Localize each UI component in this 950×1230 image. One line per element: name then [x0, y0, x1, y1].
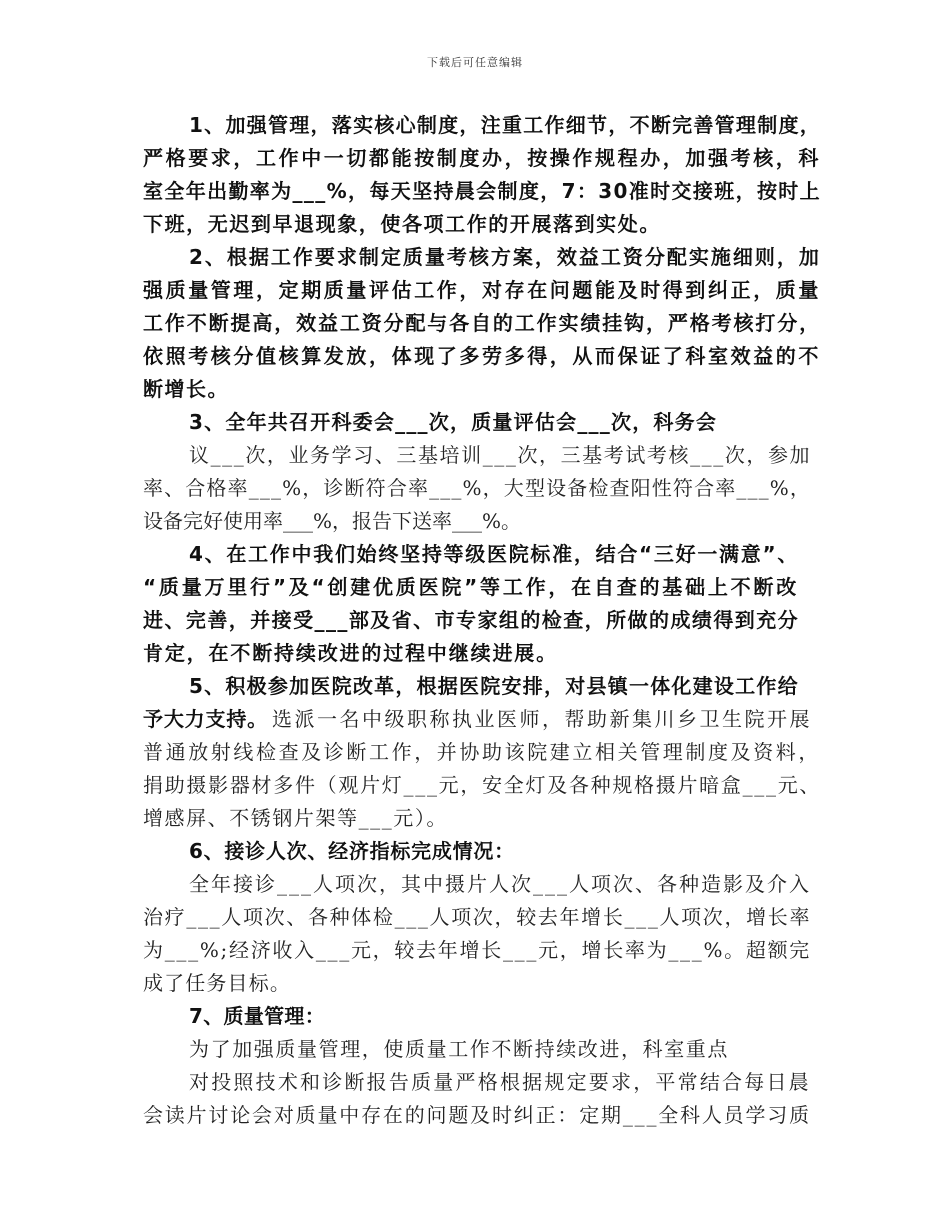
text-line: 为___%;经济收入___元，较去年增长___元，增长率为___%。超额完 [143, 938, 812, 962]
text-line: 对投照技术和诊断报告质量严格根据规定要求，平常结合每日晨 [189, 1070, 811, 1094]
text-line: 断增长。 [143, 377, 229, 401]
text-line: 设备完好使用率___%，报告下送率___%。 [143, 509, 522, 533]
text-line: 3、全年共召开科委会___次，质量评估会___次，科务会 [189, 410, 718, 434]
text-line: 依照考核分值核算发放，体现了多劳多得，从而保证了科室效益的不 [143, 344, 821, 368]
text-line: 全年接诊___人项次，其中摄片人次___人项次、各种造影及介入 [189, 872, 811, 896]
text-line: 室全年出勤率为___%，每天坚持晨会制度，7：30准时交接班，按时上 [143, 179, 822, 203]
text-line: “质量万里行”及“创建优质医院”等工作，在自查的基础上不断改 [143, 575, 799, 599]
text-line: 予大力支持。 [143, 707, 268, 731]
text-line: 进、完善，并接受___部及省、市专家组的检查，所做的成绩得到充分 [143, 608, 800, 632]
text-line: 肯定，在不断持续改进的过程中继续进展。 [143, 641, 558, 665]
text-line: 下班，无迟到早退现象，使各项工作的开展落到实处。 [143, 212, 661, 236]
text-line: 6、接诊人次、经济指标完成情况： [189, 839, 515, 863]
text-line: 4、在工作中我们始终坚持等级医院标准，结合“三好一满意”、 [189, 542, 800, 566]
text-line: 成了任务目标。 [143, 971, 291, 995]
text-line: 治疗___人项次、各种体检___人项次，较去年增长___人项次，增长率 [143, 905, 812, 929]
text-line: 严格要求，工作中一切都能按制度办，按操作规程办，加强考核，科 [143, 146, 821, 170]
text-line: 选派一名中级职称执业医师，帮助新集川乡卫生院开展 [272, 707, 812, 731]
text-line: 2、根据工作要求制定质量考核方案，效益工资分配实施细则，加 [189, 245, 821, 269]
text-line: 率、合格率___%，诊断符合率___%，大型设备检查阳性符合率___%， [143, 476, 812, 500]
page-header: 下载后可任意编辑 [427, 56, 523, 69]
text-line: 工作不断提高，效益工资分配与各自的工作实绩挂钩，严格考核打分， [143, 311, 821, 335]
text-line: 议___次，业务学习、三基培训___次，三基考试考核___次，参加 [189, 443, 812, 467]
text-line: 普通放射线检查及诊断工作，并协助该院建立相关管理制度及资料， [143, 740, 821, 764]
text-line: 强质量管理，定期质量评估工作，对存在问题能及时得到纠正，质量 [143, 278, 821, 302]
text-line: 5、积极参加医院改革，根据医院安排，对县镇一体化建设工作给 [189, 674, 799, 698]
text-line: 1、加强管理，落实核心制度，注重工作细节，不断完善管理制度， [189, 113, 822, 137]
text-line: 增感屏、不锈钢片架等___元）。 [143, 806, 448, 830]
text-line: 7、质量管理： [189, 1004, 326, 1028]
text-line: 为了加强质量管理，使质量工作不断持续改进，科室重点 [189, 1037, 729, 1061]
text-line: 捐助摄影器材多件（观片灯___元，安全灯及各种规格摄片暗盒___元、 [143, 773, 822, 797]
text-line: 会读片讨论会对质量中存在的问题及时纠正：定期___全科人员学习质 [143, 1103, 811, 1127]
